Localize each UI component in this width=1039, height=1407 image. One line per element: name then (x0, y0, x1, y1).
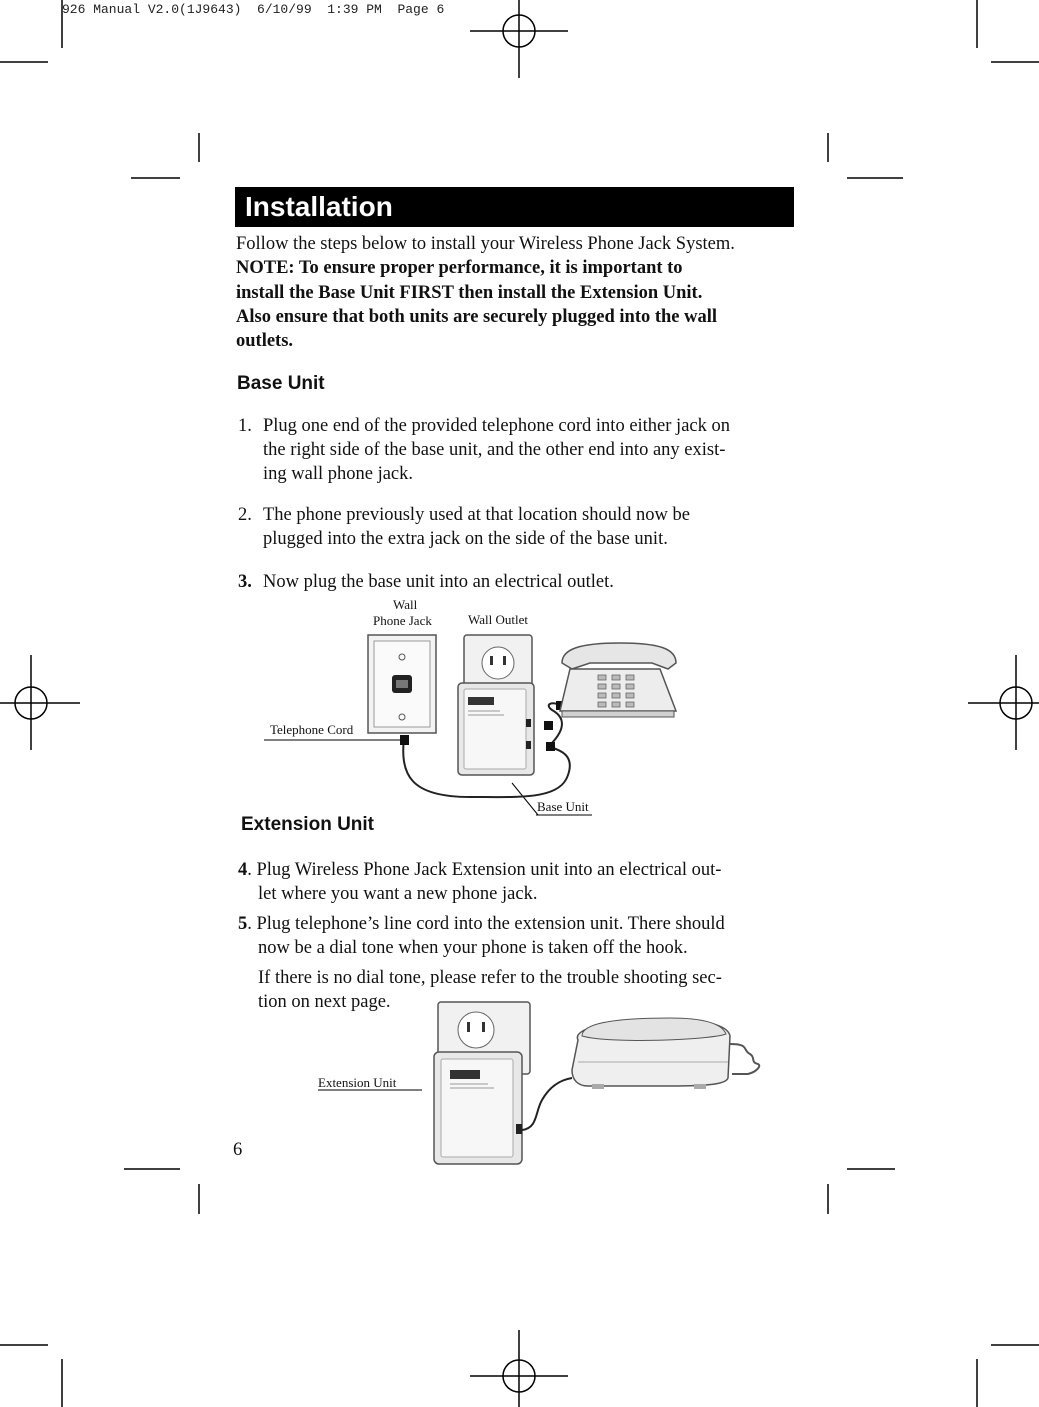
extension-unit-illustration (310, 1000, 780, 1170)
note-line: NOTE: To ensure proper performance, it is important to (236, 258, 683, 278)
intro-text: Follow the steps below to install your Wireless Phone Jack System. (236, 234, 735, 254)
step-number: 5 (238, 914, 248, 934)
note-line: If there is no dial tone, please refer to the trouble shooting sec- (258, 968, 722, 988)
page-number: 6 (233, 1140, 243, 1160)
step-number: 4 (238, 860, 248, 880)
step-number: 1. (238, 416, 252, 436)
step-1 (238, 414, 823, 486)
figure-label-wall: Wall (393, 597, 418, 612)
step-3 (238, 570, 823, 594)
step-line: plugged into the extra jack on the side of the base unit. (263, 529, 668, 549)
figure-label-base-unit: Base Unit (537, 799, 589, 814)
print-slug: 926 Manual V2.0(1J9643) 6/10/99 1:39 PM Page 6 (62, 2, 445, 17)
note-line: outlets. (236, 331, 294, 351)
extension-unit-heading: Extension Unit (241, 814, 375, 835)
note-line: install the Base Unit FIRST then install the Extension Unit. (236, 283, 703, 303)
step-number: 2. (238, 505, 252, 525)
figure-label-telephone-cord: Telephone Cord (270, 722, 354, 737)
step-line: let where you want a new phone jack. (258, 884, 538, 904)
base-unit-heading: Base Unit (237, 373, 325, 394)
step-line: Plug one end of the provided telephone cord into either jack on (263, 416, 730, 436)
step-line: the right side of the base unit, and the other end into any exist- (263, 440, 726, 460)
step-line: . Plug telephone’s line cord into the extension unit. There should (247, 914, 725, 934)
step-line: ing wall phone jack. (263, 464, 414, 484)
step-2 (238, 503, 823, 551)
figure-label-extension-unit: Extension Unit (318, 1075, 397, 1090)
figure-label-wall-outlet: Wall Outlet (468, 612, 528, 627)
step-4 (238, 858, 721, 906)
step-line: . Plug Wireless Phone Jack Extension unit into an electrical out- (247, 860, 722, 880)
step-number: 3. (238, 572, 252, 592)
step-5 (238, 912, 725, 960)
step-line: Now plug the base unit into an electrical outlet. (263, 572, 614, 592)
step-line: The phone previously used at that location should now be (263, 505, 690, 525)
note-line: tion on next page. (258, 992, 391, 1012)
note-line: Also ensure that both units are securely plugged into the wall (236, 307, 718, 327)
base-unit-illustration (260, 625, 700, 820)
figure-label-phone-jack: Phone Jack (373, 613, 432, 628)
step-line: now be a dial tone when your phone is taken off the hook. (258, 938, 688, 958)
section-title: Installation (245, 191, 393, 222)
